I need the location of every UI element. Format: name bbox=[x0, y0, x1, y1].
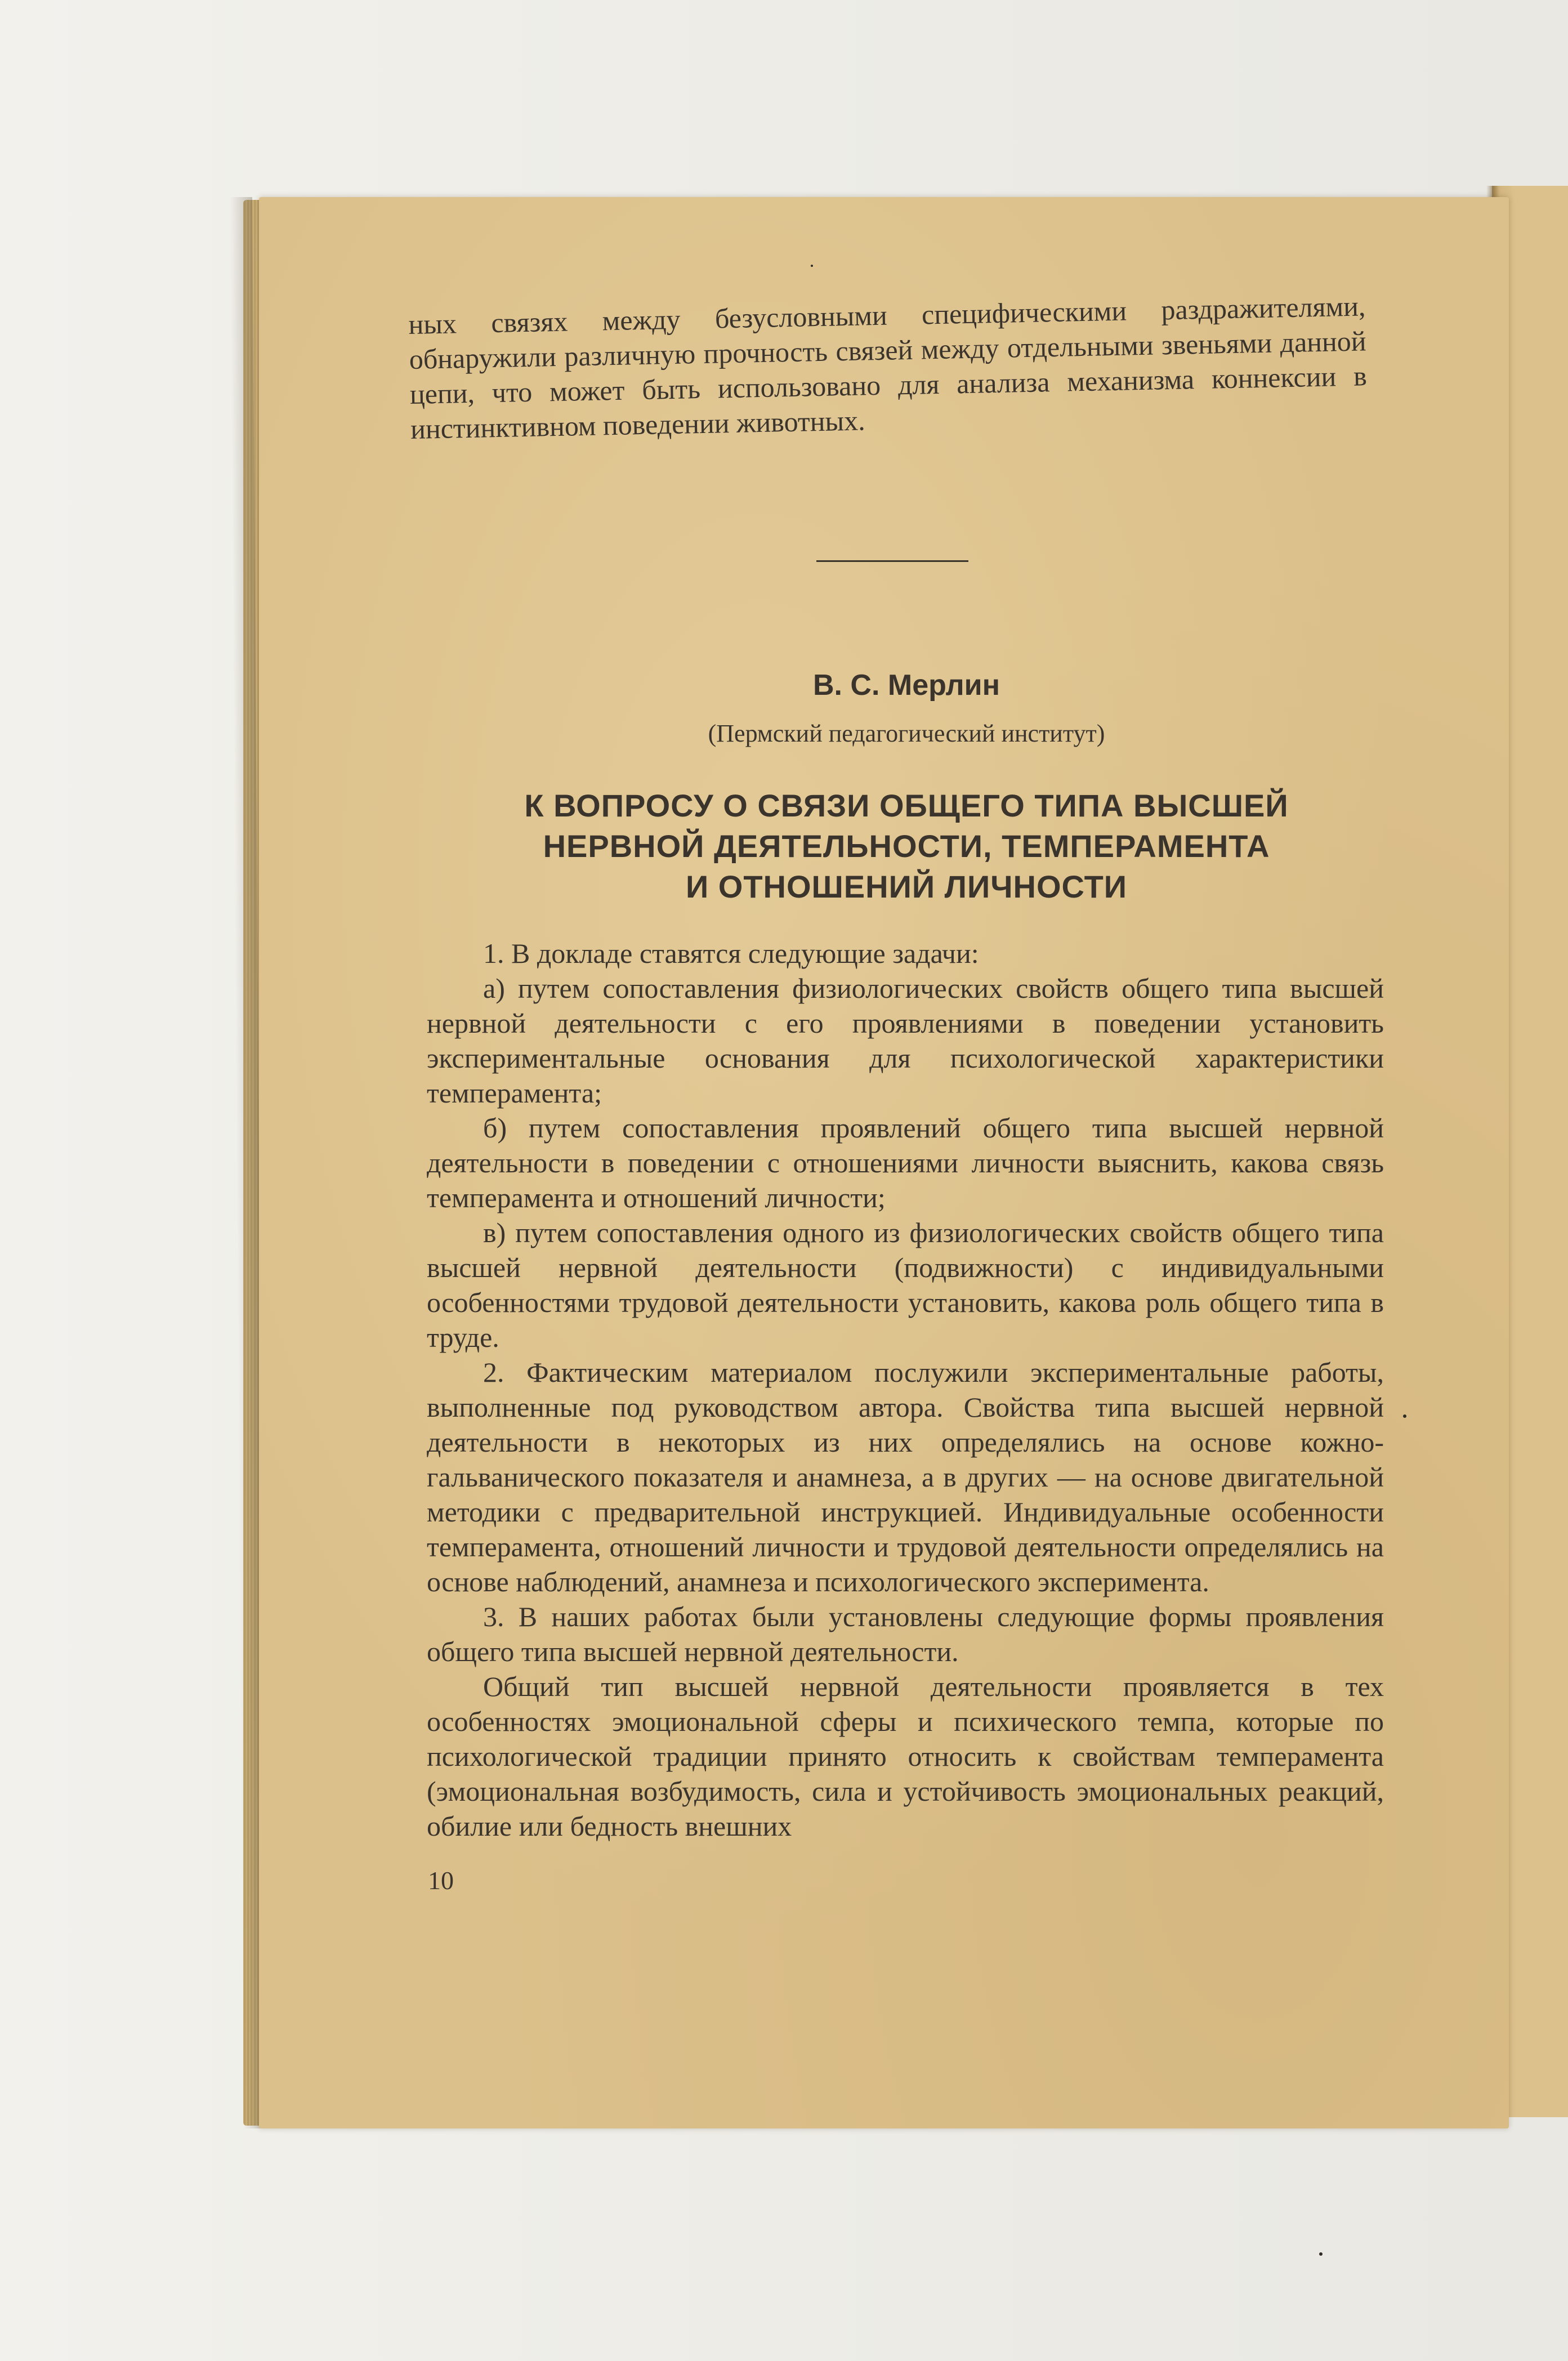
article-body bbox=[427, 936, 1384, 1844]
body-paragraph: 3. В наших работах были установлены следующие формы проявления общего типа высшей нервной деятельности. bbox=[427, 1601, 1384, 1667]
continuation-paragraph: ных связях между безусловными специфическими раздражителями, обнаружили различную прочность связей между отдельными звеньями данной цепи, что может быть использовано для анализа механизма коннексии в инстинктивном поведении животных. bbox=[408, 290, 1368, 445]
body-paragraph: Общий тип высшей нервной деятельности проявляется в тех особенностях эмоциональной сферы и психического темпа, которые по психологической традиции принято относить к свойствам темперамента (эмоциональная возбудимость, сила и устойчивость эмоциональных реакций, обилие или бедность внешних bbox=[427, 1671, 1384, 1842]
body-paragraph: б) путем сопоставления проявлений общего типа высшей нервной деятельности в поведении с отношениями личности выяснить, какова связь темперамента и отношений личности; bbox=[427, 1112, 1384, 1213]
dust-speck bbox=[1319, 2252, 1323, 2256]
body-paragraph: в) путем сопоставления одного из физиологических свойств общего типа высшей нервной деятельности (подвижности) с индивидуальными особенностями трудовой деятельности установить, какова роль общего типа в труде. bbox=[427, 1217, 1384, 1353]
title-line: НЕРВНОЙ ДЕЯТЕЛЬНОСТИ, ТЕМПЕРАМЕНТА bbox=[543, 828, 1270, 864]
dust-speck bbox=[811, 265, 813, 267]
body-paragraph: 2. Фактическим материалом послужили экспериментальные работы, выполненные под руководством автора. Свойства типа высшей нервной деятельности в некоторых из них определялись на основе кожно-гальванического показателя и анамнеза, а в других — на основе двигательной методики с предварительной инструкцией. Индивидуальные особенности темперамента, отношений личности и трудовой деятельности определялись на основе наблюдений, анамнеза и психологического эксперимента. bbox=[427, 1356, 1384, 1597]
article-title bbox=[428, 785, 1385, 907]
dust-speck bbox=[1403, 1414, 1406, 1418]
body-paragraph: а) путем сопоставления физиологических свойств общего типа высшей нервной деятельности с его проявлениями в поведении установить экспериментальные основания для психологической характеристики темперамента; bbox=[427, 972, 1384, 1109]
title-line: К ВОПРОСУ О СВЯЗИ ОБЩЕГО ТИПА ВЫСШЕЙ bbox=[524, 788, 1289, 823]
page-number: 10 bbox=[428, 1866, 454, 1895]
title-line: И ОТНОШЕНИЙ ЛИЧНОСТИ bbox=[685, 869, 1128, 904]
section-divider bbox=[816, 560, 968, 562]
author-name: В. С. Мерлин bbox=[812, 669, 1000, 702]
body-paragraph: 1. В докладе ставятся следующие задачи: bbox=[483, 938, 979, 969]
author-affiliation: (Пермский педагогический институт) bbox=[708, 720, 1105, 747]
